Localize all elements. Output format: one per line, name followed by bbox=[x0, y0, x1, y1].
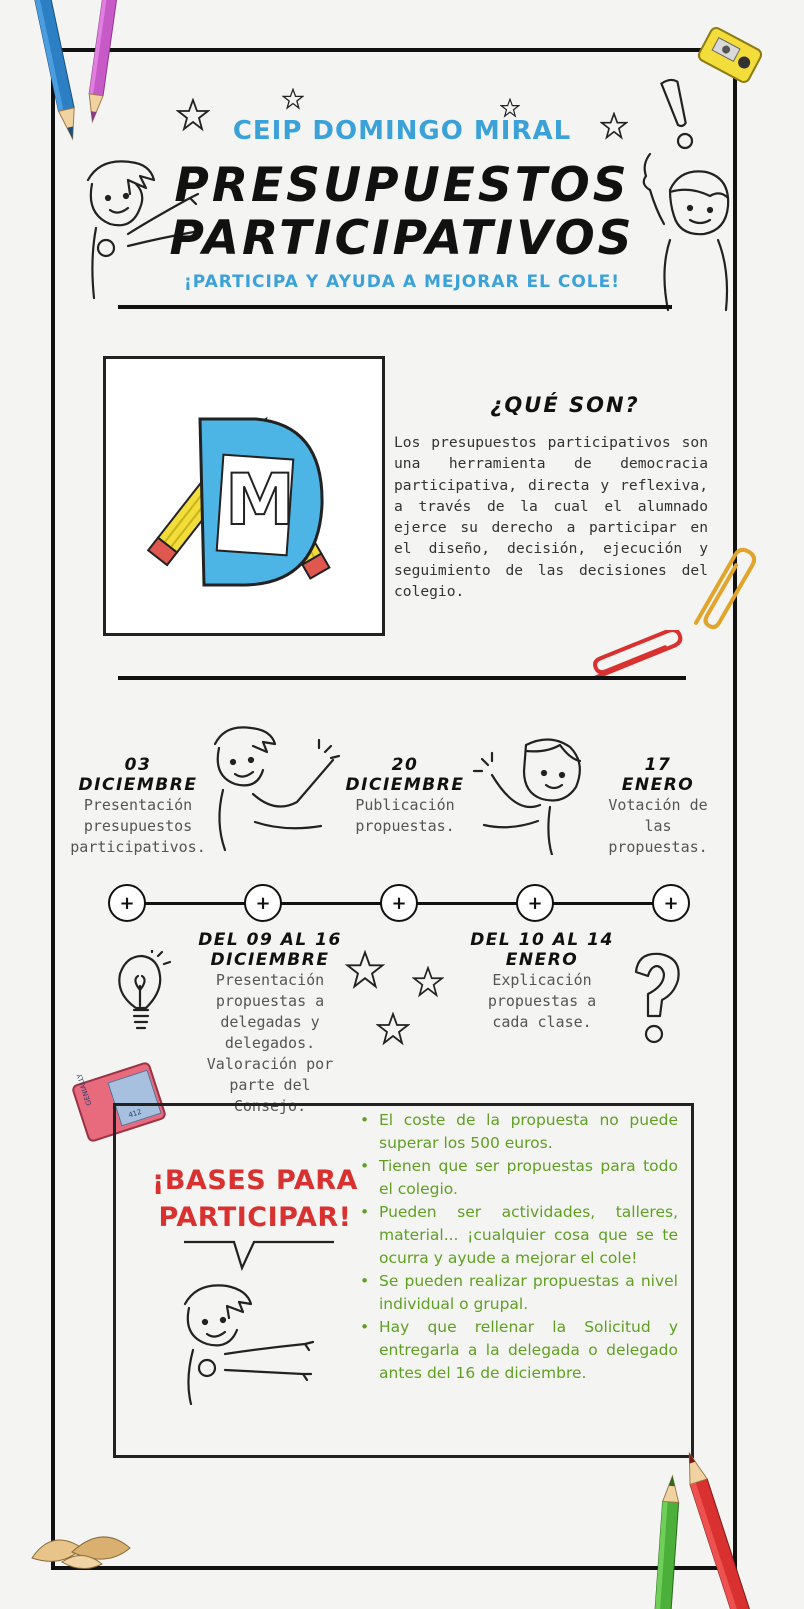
eraser-model: 412 bbox=[127, 1107, 143, 1120]
event-description: Presentación presupuestos participativos. bbox=[70, 796, 206, 856]
list-item: • Hay que rellenar la Solicitud y entregarla a la delegada o delegado antes del 16 de diciembre. bbox=[360, 1316, 678, 1385]
event-description: Explicación propuestas a cada clase. bbox=[487, 971, 597, 1031]
timeline-event bbox=[340, 755, 470, 837]
timeline-node: + bbox=[244, 884, 282, 922]
star-icon bbox=[345, 950, 385, 990]
timeline-event bbox=[170, 930, 370, 1117]
event-date: DEL 10 AL 14 bbox=[470, 930, 614, 950]
timeline-node: + bbox=[108, 884, 146, 922]
timeline-node: + bbox=[380, 884, 418, 922]
event-description: Votación de las propuestas. bbox=[608, 796, 708, 856]
kid-doodle bbox=[175, 1280, 320, 1405]
divider-top bbox=[118, 305, 672, 309]
kid-doodle bbox=[470, 735, 595, 855]
timeline-event bbox=[462, 930, 622, 1033]
paperclip-icon bbox=[584, 630, 694, 690]
what-title: ¿QUÉ SON? bbox=[490, 393, 640, 417]
star-icon bbox=[376, 1012, 410, 1046]
list-item: • Pueden ser actividades, talleres, material... ¡cualquier cosa que se te ocurra y ayude a mejorar el cole! bbox=[360, 1201, 678, 1270]
frame-bottom bbox=[51, 1566, 737, 1570]
what-text: Los presupuestos participativos son una herramienta de democracia participativa, directa y reflexiva, a través de la cual el alumnado ejerce su derecho a participar en el diseño, decisión, ejecución y seguimiento de las decisiones del colegio. bbox=[394, 434, 708, 601]
event-date: DICIEMBRE bbox=[345, 775, 465, 795]
school-name: CEIP DOMINGO MIRAL bbox=[232, 116, 572, 146]
bases-list bbox=[360, 1109, 678, 1385]
list-item: • Se pueden realizar propuestas a nivel individual o grupal. bbox=[360, 1270, 678, 1316]
event-date: 17 bbox=[644, 755, 672, 775]
timeline-node: + bbox=[652, 884, 690, 922]
event-description: Publicación propuestas. bbox=[355, 796, 455, 835]
paperclip-icon bbox=[688, 540, 758, 640]
star-icon bbox=[282, 88, 304, 110]
frame-top bbox=[51, 48, 737, 52]
event-date: DICIEMBRE bbox=[210, 950, 330, 970]
list-item: • El coste de la propuesta no puede superar los 500 euros. bbox=[360, 1109, 678, 1155]
star-icon bbox=[412, 966, 444, 998]
divider-middle bbox=[118, 676, 686, 680]
event-date: ENERO bbox=[621, 775, 695, 795]
question-mark-icon bbox=[630, 950, 686, 1050]
timeline-event bbox=[600, 755, 716, 858]
logo-box bbox=[103, 356, 385, 636]
star-icon bbox=[500, 98, 520, 118]
page-title-line2: PARTICIPATIVOS bbox=[169, 211, 635, 266]
speech-tail bbox=[184, 1240, 334, 1280]
bases-title: ¡BASES PARA PARTICIPAR! bbox=[152, 1165, 358, 1233]
pencil-shavings-icon bbox=[22, 1518, 142, 1578]
tagline: ¡PARTICIPA Y AYUDA A MEJORAR EL COLE! bbox=[183, 272, 621, 292]
lightbulb-icon bbox=[108, 950, 172, 1040]
logo-letter: M bbox=[225, 459, 295, 541]
timeline-node: + bbox=[516, 884, 554, 922]
page-title-line1: PRESUPUESTOS bbox=[174, 158, 630, 213]
event-date: ENERO bbox=[505, 950, 579, 970]
event-date: 03 bbox=[124, 755, 152, 775]
event-description: Presentación propuestas a delegadas y delegados. Valoración por parte del Consejo. bbox=[206, 971, 334, 1115]
event-date: DEL 09 AL 16 bbox=[198, 930, 342, 950]
eraser-brand: GENIALLY bbox=[75, 1072, 94, 1107]
timeline-event bbox=[68, 755, 208, 858]
event-date: DICIEMBRE bbox=[78, 775, 198, 795]
list-item: • Tienen que ser propuestas para todo el colegio. bbox=[360, 1155, 678, 1201]
kid-doodle bbox=[205, 722, 345, 852]
event-date: 20 bbox=[391, 755, 419, 775]
pencil-icon bbox=[650, 1440, 760, 1609]
